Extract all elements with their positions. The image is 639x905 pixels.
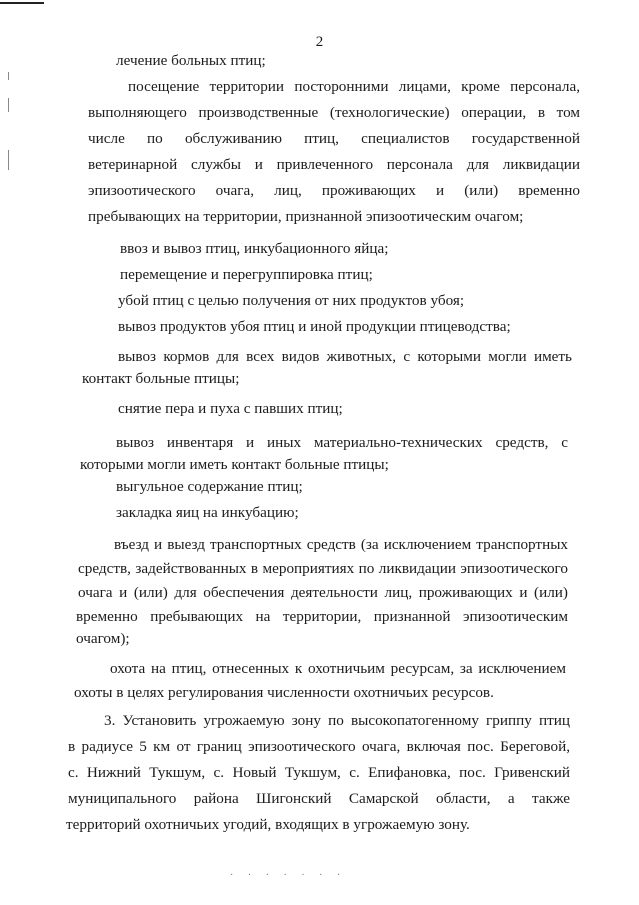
paragraph-line: которыми могли иметь контакт больные птицы; (80, 456, 389, 473)
scan-corner-mark (0, 2, 44, 4)
paragraph-line: охота на птиц, отнесенных к охотничьим ресурсам, за исключением (110, 660, 566, 677)
paragraph-line: временно пребывающих на территории, признанной эпизоотическим (76, 608, 568, 625)
list-item-line: вывоз продуктов убоя птиц и иной продукции птицеводства; (118, 318, 511, 335)
margin-mark (8, 98, 9, 112)
paragraph-line: в радиусе 5 км от границ эпизоотического очага, включая пос. Береговой, (68, 738, 570, 755)
paragraph-line: выполняющего производственные (технологические) операции, в том (88, 104, 580, 121)
list-item-line: убой птиц с целью получения от них продуктов убоя; (118, 292, 465, 309)
list-item-line: перемещение и перегруппировка птиц; (120, 266, 373, 283)
list-item-line: снятие пера и пуха с павших птиц; (118, 400, 343, 417)
paragraph-line: въезд и выезд транспортных средств (за исключением транспортных (114, 536, 568, 553)
paragraph-line: вывоз кормов для всех видов животных, с которыми могли иметь (118, 348, 572, 365)
margin-mark (8, 150, 9, 170)
page-number: 2 (315, 34, 324, 50)
paragraph-line: очага и (или) для обеспечения деятельности лиц, проживающих и (или) (78, 584, 568, 601)
paragraph-line: эпизоотического очага, лиц, проживающих и (или) временно (88, 182, 580, 199)
paragraph-line: охоты в целях регулирования численности охотничьих ресурсов. (74, 684, 494, 701)
list-item-line: выгульное содержание птиц; (116, 478, 303, 495)
list-item-line: лечение больных птиц; (116, 52, 266, 69)
paragraph-line: посещение территории посторонними лицами, кроме персонала, (128, 78, 580, 95)
paragraph-line: с. Нижний Тукшум, с. Новый Тукшум, с. Епифановка, пос. Гривенский (68, 764, 570, 781)
paragraph-line: пребывающих на территории, признанной эпизоотическим очагом; (88, 208, 524, 225)
list-item-line: закладка яиц на инкубацию; (116, 504, 299, 521)
paragraph-line: числе по обслуживанию птиц, специалистов государственной (88, 130, 580, 147)
paragraph-line: контакт больные птицы; (82, 370, 240, 387)
paragraph-line: территорий охотничьих угодий, входящих в угрожаемую зону. (66, 816, 470, 833)
paragraph-line: ветеринарной службы и привлеченного персонала для ликвидации (88, 156, 580, 173)
paragraph-line: очагом); (76, 630, 130, 647)
paragraph-line: средств, задействованных в мероприятиях по ликвидации эпизоотического (78, 560, 568, 577)
margin-mark (8, 72, 9, 80)
paragraph-line: 3. Установить угрожаемую зону по высокопатогенному гриппу птиц (104, 712, 570, 729)
paragraph-line: вывоз инвентаря и иных материально-технических средств, с (116, 434, 568, 451)
paragraph-line: муниципального района Шигонский Самарской области, а также (68, 790, 570, 807)
scan-noise: · · · · · · · (230, 870, 347, 881)
list-item-line: ввоз и вывоз птиц, инкубационного яйца; (120, 240, 389, 257)
